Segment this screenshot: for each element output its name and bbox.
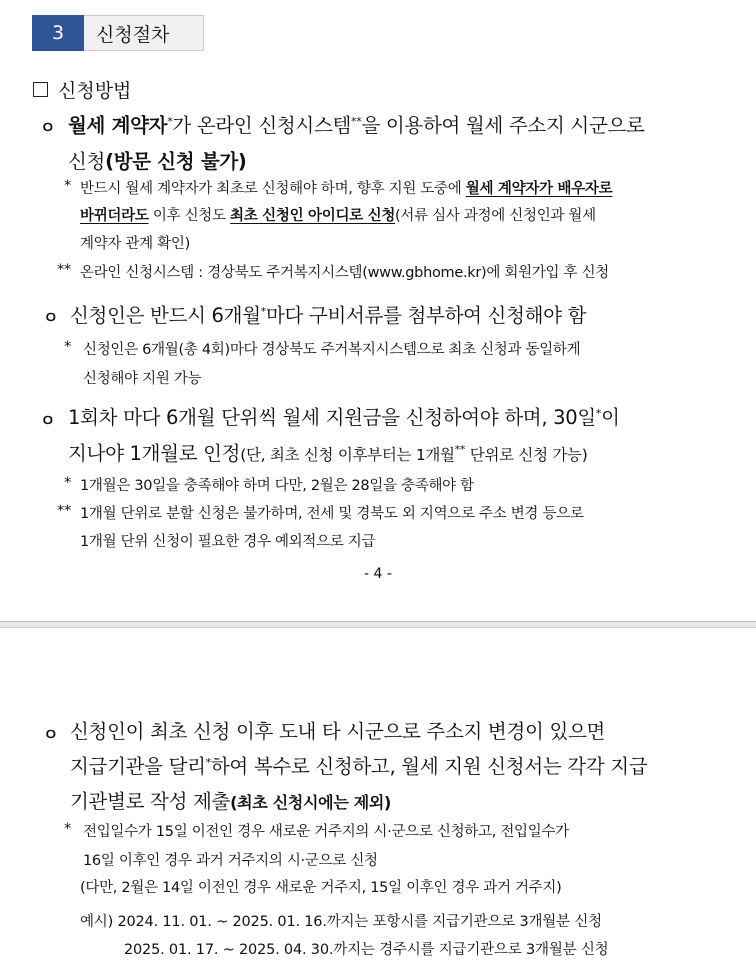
note-4-mark: * xyxy=(64,475,71,491)
bullet-2-text: 신청인은 반드시 6개월*마다 구비서류를 첨부하여 신청해야 함 xyxy=(70,304,587,327)
bullet-1-line-1: 월세 계약자*가 온라인 신청시스템**을 이용하여 월세 주소지 시군으로 xyxy=(68,114,645,137)
example-line-2: 2025. 01. 17. ~ 2025. 04. 30.까지는 경주시를 지급기관으로 3개월분 신청 xyxy=(124,942,609,958)
note-2-mark: ** xyxy=(57,262,71,278)
note-1-mark: * xyxy=(64,178,71,194)
note-6-line-1: 전입일수가 15일 이전인 경우 새로운 거주지의 시·군으로 신청하고, 전입일수가 xyxy=(83,824,569,840)
section-number: 3 xyxy=(32,15,84,51)
section-title: 신청절차 xyxy=(84,15,204,51)
note-3-mark: * xyxy=(64,339,71,355)
note-4-text: 1개월은 30일을 충족해야 하며 다만, 2월은 28일을 충족해야 함 xyxy=(80,478,474,494)
note-6-line-2: 16일 이후인 경우 과거 거주지의 시·군으로 신청 xyxy=(83,853,378,869)
note-6-mark: * xyxy=(64,821,71,837)
note-1-line-3: 계약자 관계 확인) xyxy=(80,236,190,252)
bullet-3-line-2: 지나야 1개월로 인정(단, 최초 신청 이후부터는 1개월** 단위로 신청 가능) xyxy=(68,442,588,465)
document-page-2 xyxy=(0,627,756,975)
bullet-4-line-3: 기관별로 작성 제출(최초 신청시에는 제외) xyxy=(70,790,392,813)
note-6-line-3: (다만, 2월은 14일 이전인 경우 새로운 거주지, 15일 이후인 경우 과거 거주지) xyxy=(80,880,562,896)
circle-bullet-icon: ㅇ xyxy=(40,411,56,430)
note-5-line-1: 1개월 단위로 분할 신청은 불가하며, 전세 및 경북도 외 지역으로 주소 변경 등으로 xyxy=(80,506,584,522)
circle-bullet-icon: ㅇ xyxy=(40,118,56,137)
subsection-heading: 신청방법 xyxy=(58,80,132,102)
circle-bullet-icon: ㅇ xyxy=(43,308,59,327)
note-2-text: 온라인 신청시스템 : 경상북도 주거복지시스템(www.gbhome.kr)에 회원가입 후 신청 xyxy=(80,265,609,281)
checkbox-square-icon xyxy=(33,82,48,97)
note-5-mark: ** xyxy=(57,503,71,519)
circle-bullet-icon: ㅇ xyxy=(43,725,59,744)
bullet-4-line-2: 지급기관을 달리*하여 복수로 신청하고, 월세 지원 신청서는 각각 지급 xyxy=(70,755,648,778)
note-1-line-1: 반드시 월세 계약자가 최초로 신청해야 하며, 향후 지원 도중에 월세 계약자가 배우자로 xyxy=(80,181,613,197)
note-5-line-2: 1개월 단위 신청이 필요한 경우 예외적으로 지급 xyxy=(80,534,376,550)
note-1-line-2: 바뀌더라도 이후 신청도 최초 신청인 아이디로 신청(서류 심사 과정에 신청인과 월세 xyxy=(80,208,596,224)
page-number: - 4 - xyxy=(364,566,392,582)
bullet-3-line-1: 1회차 마다 6개월 단위씩 월세 지원금을 신청하여야 하며, 30일*이 xyxy=(68,406,620,429)
bullet-1-line-2: 신청(방문 신청 불가) xyxy=(68,150,247,173)
bullet-4-line-1: 신청인이 최초 신청 이후 도내 타 시군으로 주소지 변경이 있으면 xyxy=(70,720,606,743)
section-header xyxy=(32,15,204,51)
note-3-line-2: 신청해야 지원 가능 xyxy=(83,371,202,387)
example-line-1: 예시) 2024. 11. 01. ~ 2025. 01. 16.까지는 포항시를 지급기관으로 3개월분 신청 xyxy=(80,914,602,930)
note-3-line-1: 신청인은 6개월(총 4회)마다 경상북도 주거복지시스템으로 최초 신청과 동일하게 xyxy=(83,342,581,358)
